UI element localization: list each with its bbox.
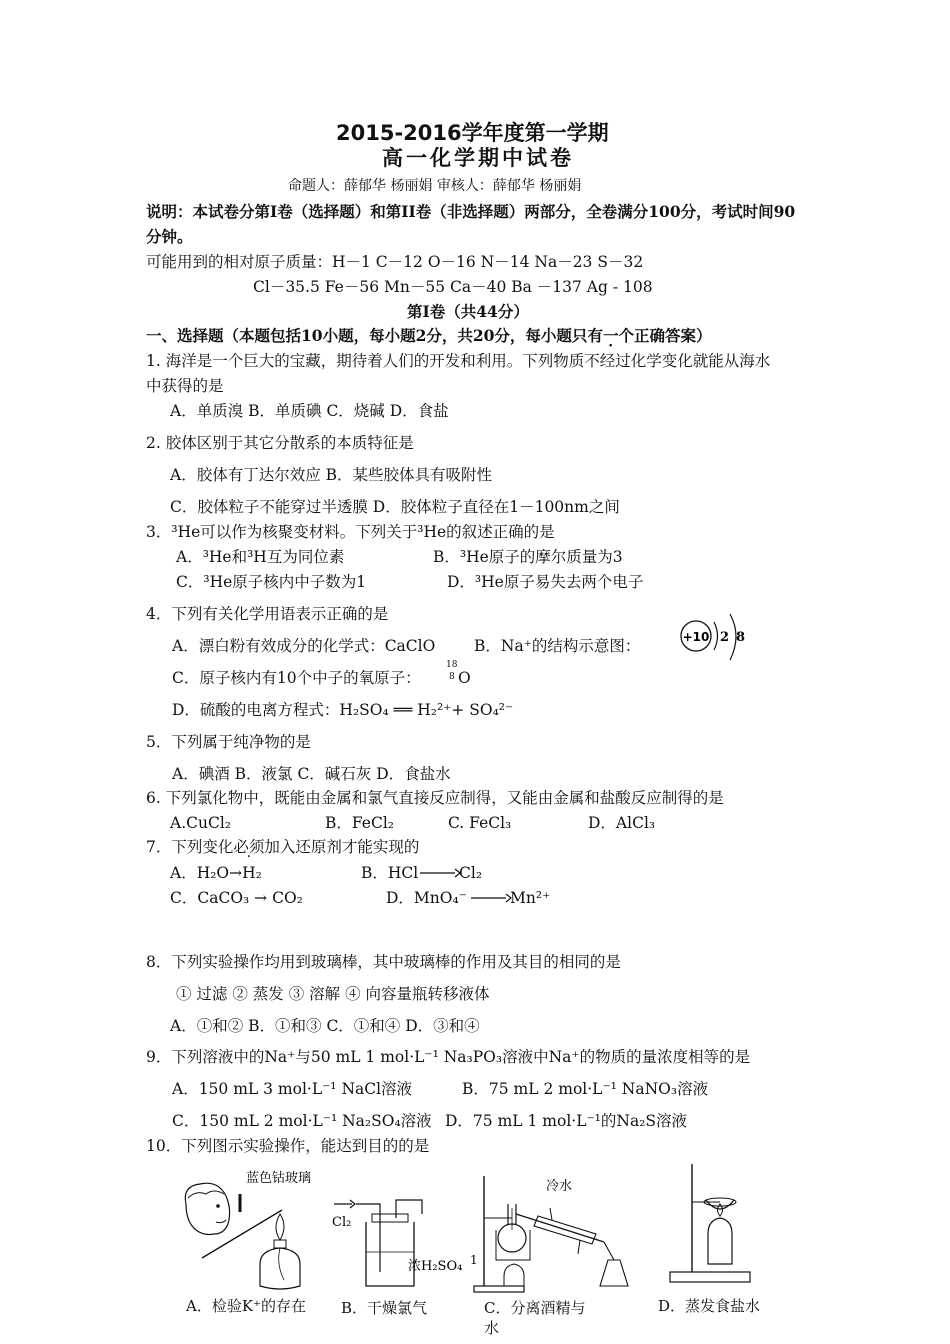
iron-stand-base [474,1286,524,1292]
q7-stem-prefix: 7．下列变化 [146,838,234,856]
q2-options-line1: A．胶体有丁达尔效应 B．某些胶体具有吸附性 [170,466,493,484]
oxygen-atomic-number: 8 [449,672,455,682]
q7-d-arrow [470,891,512,905]
sulfuric-acid-label: 浓H₂SO₄ [408,1259,463,1274]
atomic-masses-line2: Cl－35.5 Fe－56 Mn－55 Ca－40 Ba －137 Ag - 108 [253,278,653,296]
q3-option-c: C．³He原子核内中子数为1 [176,573,367,591]
observer-hair [188,1191,224,1198]
alcohol-lamp [708,1218,732,1264]
exam-title-line2: 高一化学期中试卷 [382,146,574,170]
sodium-ion-structure-diagram [674,612,750,668]
q7-stem-emphasis: 必须 [233,838,265,856]
figure-d-evaporation [662,1160,762,1290]
q9-option-b: B．75 mL 2 mol·L⁻¹ NaNO₃溶液 [462,1080,709,1098]
q9-stem: 9．下列溶液中的Na⁺与50 mL 1 mol·L⁻¹ Na₃PO₃溶液中Na⁺的物质的量浓度相等的是 [146,1048,751,1066]
figure-a-flame-test [176,1164,326,1298]
q3-option-b: B．³He原子的摩尔质量为3 [433,548,623,566]
oxygen-mass-number: 18 [446,660,458,670]
lamp-wick [279,1248,284,1280]
nucleus-charge: +10 [682,630,710,644]
q3-stem: 3．³He可以作为核聚变材料。下列关于³He的叙述正确的是 [146,523,555,541]
bottle-stopper [372,1214,408,1222]
q5-stem: 5．下列属于纯净物的是 [146,733,311,751]
observer-mouth [216,1220,226,1223]
q6-option-d: D．AlCl₃ [588,814,656,832]
instructions-line2: 分钟。 [146,227,193,246]
authors-line: 命题人：薛郁华 杨丽娟 审核人：薛郁华 杨丽娟 [288,178,582,194]
q4-option-b: B．Na⁺的结构示意图： [474,637,641,655]
q4-option-a: A．漂白粉有效成分的化学式：CaClO [172,637,436,655]
figure-b-caption: B．干燥氯气 [341,1299,428,1317]
q3-option-a: A．³He和³H互为同位素 [176,548,345,566]
q8-items: ① 过滤 ② 蒸发 ③ 溶解 ④ 向容量瓶转移液体 [176,985,490,1003]
water-bath [496,1230,530,1260]
gas-washing-bottle [366,1222,414,1286]
cold-water-label: 冷水 [546,1179,573,1194]
section-heading-emphasis: 有一个 [587,326,634,345]
q6-option-b: B．FeCl₂ [325,814,395,832]
observer-eye [216,1204,220,1208]
q6-option-c: C. FeCl₃ [448,814,512,832]
q7-option-d: D．MnO₄⁻ [386,889,467,907]
shell2-electrons: 8 [736,630,746,645]
oxygen-symbol: O [458,669,471,687]
flame [276,1214,284,1240]
q9-option-d: D．75 mL 1 mol·L⁻¹的Na₂S溶液 [445,1112,688,1130]
electron-shell-1 [714,622,718,650]
q6-stem: 6. 下列氯化物中，既能由金属和氯气直接反应制得，又能由金属和盐酸反应制得的是 [146,789,724,807]
condenser-inner [516,1214,604,1242]
cobalt-glass-label: 蓝色钴玻璃 [246,1171,312,1186]
figure-a-caption: A．检验K⁺的存在 [186,1297,306,1315]
q5-options: A．碘酒 B．液氯 C．碱石灰 D．食盐水 [172,765,451,783]
q7-stem-suffix: 加入还原剂才能实现的 [264,838,420,856]
q4-option-d: D．硫酸的电离方程式：H₂SO₄ ══ H₂²⁺+ SO₄²⁻ [172,701,514,719]
q1-options: A．单质溴 B．单质碘 C．烧碱 D．食盐 [170,402,449,420]
q7-option-b: B．HCl [361,864,419,882]
figure-c-number: 1 [470,1253,478,1267]
chlorine-label: Cl₂ [332,1215,352,1230]
q2-options-line2: C．胶体粒子不能穿过半透膜 D．胶体粒子直径在1－100nm之间 [170,498,620,516]
water-inlet [578,1240,580,1254]
q4-option-c: C．原子核内有10个中子的氧原子： [172,669,421,687]
q7-option-d-product: Mn²⁺ [510,889,551,907]
q4-stem: 4．下列有关化学用语表示正确的是 [146,605,389,623]
receiving-flask [600,1260,628,1286]
q10-stem: 10．下列图示实验操作，能达到目的的是 [146,1137,430,1155]
q2-stem: 2. 胶体区别于其它分散系的本质特征是 [146,434,414,452]
iron-stand-base [670,1272,750,1282]
shell1-electrons: 2 [720,630,730,645]
figure-d-caption: D．蒸发食盐水 [658,1297,761,1315]
instructions-line1: 说明：本试卷分第I卷（选择题）和第II卷（非选择题）两部分，全卷满分100分，考试时间90 [146,202,796,221]
q8-stem: 8．下列实验操作均用到玻璃棒，其中玻璃棒的作用及其目的相同的是 [146,953,621,971]
figure-b-gas-drying [330,1182,466,1294]
q7-option-b-product: Cl₂ [459,864,483,882]
atomic-masses-line1: 可能用到的相对原子质量：H－1 C－12 O－16 N－14 Na－23 S－32 [146,253,644,271]
observer-head [185,1183,229,1234]
section-heading-suffix: 正确答案） [633,326,712,345]
section-heading-prefix: 一、选择题（本题包括10小题，每小题2分，共20分，每小题只 [146,326,588,345]
lamp-neck [274,1240,286,1248]
q6-option-a: A.CuCl₂ [170,814,231,832]
water-outlet [550,1208,552,1220]
q9-option-a: A．150 mL 3 mol·L⁻¹ NaCl溶液 [172,1080,413,1098]
q7-option-a: A．H₂O→H₂ [170,864,262,882]
figure-c-caption-line2: 水 [484,1319,500,1337]
part1-heading: 第I卷（共44分） [407,302,529,321]
q7-b-arrow [419,866,461,880]
q3-option-d: D．³He原子易失去两个电子 [447,573,644,591]
figure-c-distillation [468,1168,636,1296]
q1-stem-line2: 中获得的是 [146,377,224,395]
adapter [604,1242,614,1260]
q1-stem-line1: 1. 海洋是一个巨大的宝藏，期待着人们的开发和利用。下列物质不经过化学变化就能从海水 [146,352,771,370]
q9-option-c: C．150 mL 2 mol·L⁻¹ Na₂SO₄溶液 [172,1112,432,1130]
q8-options: A．①和② B．①和③ C．①和④ D．③和④ [170,1017,480,1035]
figure-c-caption-line1: C．分离酒精与 [484,1299,586,1317]
burner [504,1264,524,1286]
q7-option-c: C．CaCO₃ → CO₂ [170,889,303,907]
outlet-tube [396,1200,422,1218]
section-heading [146,326,711,346]
q7-stem [146,837,419,857]
exam-title-line1: 2015-2016学年度第一学期 [336,121,609,145]
